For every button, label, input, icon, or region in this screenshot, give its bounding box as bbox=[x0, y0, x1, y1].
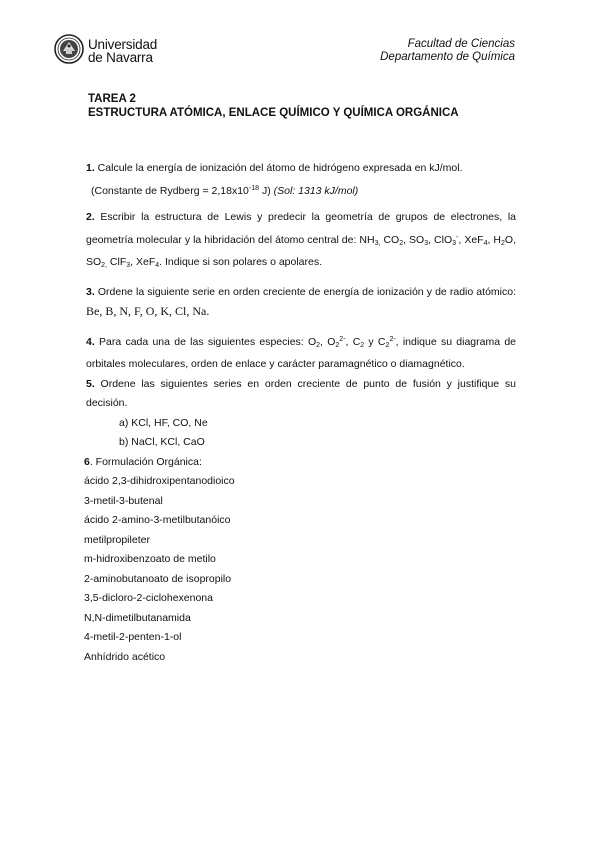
compound-item: 2-aminobutanoato de isopropilo bbox=[84, 572, 232, 585]
question-1 bbox=[86, 159, 516, 201]
university-name-line2: de Navarra bbox=[88, 50, 153, 65]
university-name-line1: Universidad bbox=[88, 37, 158, 52]
question-tail: , indique su diagrama de orbitales moleculares, orden de enlace y carácter paramagnético o diamagnético. bbox=[86, 335, 516, 370]
compound-item: m-hidroxibenzoato de metilo bbox=[84, 553, 216, 565]
compound-item: metilpropileter bbox=[84, 533, 150, 546]
compound-item: ácido 2,3-dihidroxipentanodioico bbox=[84, 475, 235, 487]
molecule-list: $NH_{3,}$ $CO_2$, $SO_3$, ClO$_3$-, XeF$_4$, $H_2O$, $SO_{2,}$ ClF$_3$, XeF$_4$. bbox=[86, 233, 516, 269]
constant-text: (Constante de Rydberg = 2,18x10 bbox=[91, 184, 249, 197]
compound-item: ácido 2-amino-3-metilbutanóico bbox=[84, 514, 231, 526]
compound-item: 4-metil-2-penten-1-ol bbox=[84, 631, 182, 643]
question-number: 5. bbox=[86, 377, 95, 390]
compound-item: 3-metil-3-butenal bbox=[84, 494, 163, 507]
solution-text: (Sol: 1313 kJ/mol) bbox=[273, 184, 359, 197]
rydberg-constant bbox=[86, 185, 358, 197]
faculty-name: Facultad de Ciencias bbox=[407, 38, 515, 50]
university-seal-logo bbox=[54, 34, 84, 64]
question-number: 1. bbox=[86, 162, 95, 174]
constant-unit: J) bbox=[259, 184, 274, 197]
species-list: $O_2$, $O_2^{2-}$, $C_2$ y $C_2^{2-}$ bbox=[307, 335, 396, 349]
constant-exponent: -18 bbox=[248, 184, 260, 192]
compound-item: 3,5-dicloro-2-ciclohexenona bbox=[84, 592, 213, 604]
question-number: 2. bbox=[86, 211, 95, 223]
faculty-header bbox=[380, 38, 515, 64]
question-6 bbox=[84, 453, 516, 473]
question-2 bbox=[86, 208, 516, 276]
question-text: Calcule la energía de ionización del átomo de hidrógeno expresada en kJ/mol. bbox=[94, 162, 463, 174]
series-a: a) KCl, HF, CO, Ne bbox=[119, 416, 208, 429]
question-3 bbox=[86, 283, 516, 323]
compound-item: Anhídrido acético bbox=[84, 650, 166, 663]
task-subtitle: ESTRUCTURA ATÓMICA, ENLACE QUÍMICO Y QUÍMICA ORGÁNICA bbox=[88, 107, 459, 119]
question-tail: Indique si son polares o apolares. bbox=[162, 256, 323, 268]
task-heading bbox=[88, 92, 459, 120]
question-text: Escribir la estructura de Lewis y predecir la geometría de grupos de electrones, la geometría molecular y la hibridación del átomo central de: bbox=[86, 211, 516, 246]
question-title: . Formulación Orgánica: bbox=[89, 455, 202, 468]
exercise-list bbox=[86, 159, 516, 667]
question-5 bbox=[86, 375, 516, 414]
compound-list bbox=[84, 472, 516, 667]
series-list bbox=[86, 414, 516, 453]
university-name bbox=[88, 38, 157, 64]
task-title: TAREA 2 bbox=[88, 93, 136, 105]
question-text: Para cada una de las siguientes especies: bbox=[94, 335, 308, 348]
question-number: 3. bbox=[86, 285, 95, 298]
question-number: 6 bbox=[84, 455, 90, 468]
question-text: Ordene la siguiente serie en orden creciente de energía de ionización y de radio atómico: bbox=[94, 285, 516, 298]
series-b: b) NaCl, KCl, CaO bbox=[119, 436, 205, 448]
compound-item: N,N-dimetilbutanamida bbox=[84, 611, 191, 624]
question-text: Ordene las siguientes series en orden creciente de punto de fusión y justifique su decisión. bbox=[86, 377, 516, 409]
department-name: Departamento de Química bbox=[380, 51, 515, 63]
element-series: Be, B, N, F, O, K, Cl, Na. bbox=[86, 304, 210, 318]
question-4 bbox=[86, 330, 516, 375]
question-number: 4. bbox=[86, 335, 95, 348]
